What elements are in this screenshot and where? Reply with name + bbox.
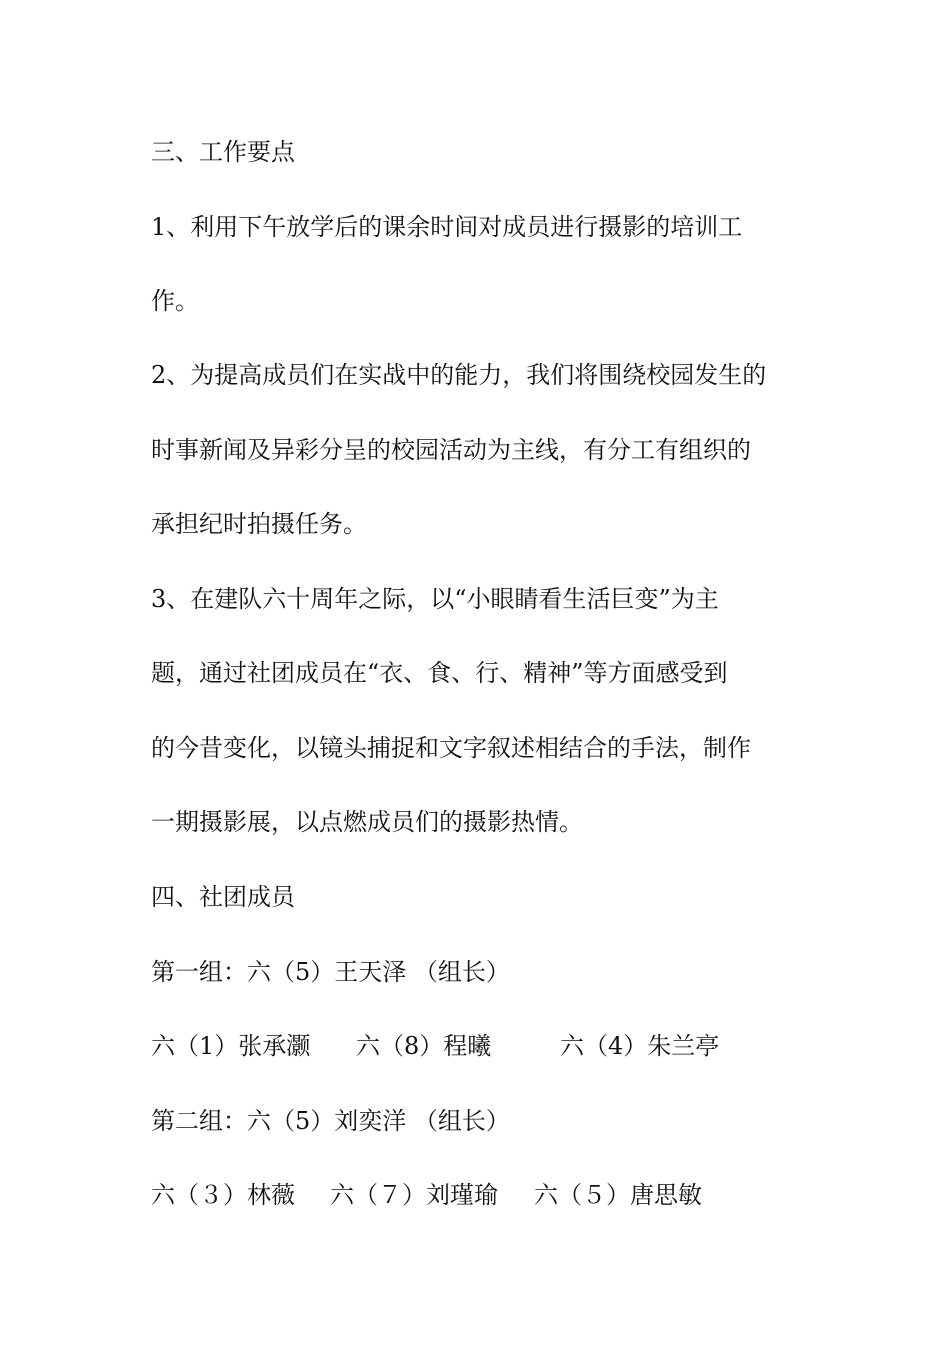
work-point-1-line-2: 作。 [151,287,199,315]
group-1-leader: 第一组：六（5）王天泽 （组长） [151,958,510,986]
work-point-3-line-2: 题，通过社团成员在“衣、食、行、精神”等方面感受到 [151,659,728,687]
group-2-leader: 第二组：六（5）刘奕洋 （组长） [151,1107,510,1135]
work-point-3-line-3: 的今昔变化，以镜头捕捉和文字叙述相结合的手法，制作 [151,734,751,762]
group-2-members [151,1178,791,1212]
section-heading-work-points: 三、工作要点 [151,138,295,166]
work-point-2-line-1: 2、为提高成员们在实战中的能力，我们将围绕校园发生的 [151,361,767,389]
group-2-member: 六（３）林薇 [151,1181,295,1209]
work-point-3-line-4: 一期摄影展，以点燃成员们的摄影热情。 [151,808,583,836]
group-2-member: 六（７）刘瑾瑜 [330,1181,498,1209]
section-heading-members: 四、社团成员 [151,883,295,911]
group-2-member: 六（５）唐思敏 [534,1181,702,1209]
work-point-2-line-3: 承担纪时拍摄任务。 [151,510,367,538]
work-point-2-line-2: 时事新闻及异彩分呈的校园活动为主线，有分工有组织的 [151,436,751,464]
group-1-member: 六（4）朱兰亭 [560,1032,720,1060]
group-1-members [151,1029,791,1063]
work-point-1-line-1: 1、利用下午放学后的课余时间对成员进行摄影的培训工 [151,213,743,241]
work-point-3-line-1: 3、在建队六十周年之际，以“小眼睛看生活巨变”为主 [151,585,719,613]
group-1-member: 六（1）张承灏 [151,1032,311,1060]
group-1-member: 六（8）程曦 [356,1032,492,1060]
